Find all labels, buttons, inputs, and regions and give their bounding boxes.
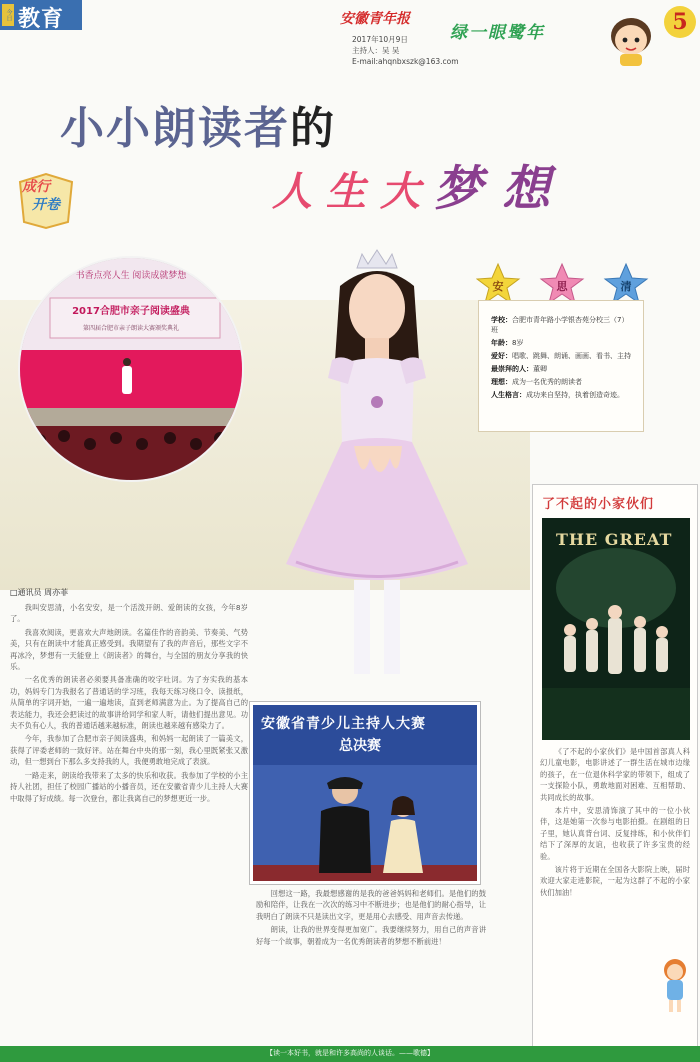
sidebar-paragraph: 该片将于近期在全国各大影院上映，届时欢迎大家走进影院，一起为这群了不起的小家伙们加油！ [540,865,690,897]
newspaper-name: 安徽青年报 [340,11,410,27]
profile-idol: 最崇拜的人：董卿 [491,365,547,373]
movie-poster-title: THE GREAT [556,530,673,549]
sidebar-paragraph: 本片中，安思清饰演了其中的一位小伙伴，这是她第一次参与电影拍摄。在剧组的日子里，她认真背台词、反复排练，和小伙伴们结下了深厚的友谊，也收获了许多宝贵的经验。 [540,806,690,861]
headline-main-text: 小小朗读者 [60,103,290,154]
event-banner-line3: 第四届合肥市亲子朗读大赛颁奖典礼 [82,325,180,332]
movie-poster-scene [542,518,690,740]
name-star-3: 清 [620,280,632,293]
cartoon-girl-icon [658,956,692,1014]
headline-sub-emphasis: 梦想 [434,161,571,217]
section-logo-title: 教育 [18,6,65,32]
article-column-right [256,888,486,949]
section-logo-tag: 今日 [2,4,14,26]
movie-poster [542,518,690,740]
girl-photo [262,246,492,686]
headline-main-suffix: 的 [290,103,336,154]
headline-sub [272,150,570,219]
sidebar-title: 了不起的小家伙们 [542,497,655,512]
profile-dream: 理想：成为一名优秀的朗读者 [491,378,582,386]
editor-name: 主持人：吴 吴 [352,46,400,55]
event-banner-line1: 书香点亮人生 阅读成就梦想 [75,271,187,281]
article-paragraph: 今年，我参加了合肥市亲子阅读盛典，和妈妈一起朗读了一篇美文，获得了评委老师的一致好评。站在舞台中央的那一刻，我心里既紧张又激动，但一想到台下那么多支持我的人，我便勇敢地完成了表演。 [10,734,248,767]
article-paragraph: 一名优秀的朗读者必须要具备准确的咬字吐词。为了夯实我的基本功，妈妈专门为我报名了普通话的学习班，我每天练习绕口令、读报纸，从简单的字词开始，一遍一遍地读，直到老师满意为止。为了提高自己的表达能力，我还会把读过的故事讲给同学和家人听，请他们提出意见。功夫不负有心人，我的普通话越来越标准，朗读也越来越有感染力了。 [10,675,248,731]
issue-date: 2017年10月9日 [352,35,408,44]
page-number: 5 [664,6,696,38]
profile-card [478,300,644,432]
sidebar-paragraph: 《了不起的小家伙们》是中国首部真人科幻儿童电影，电影讲述了一群生活在城市边缘的孩子，在一位退休科学家的带领下，组成了一支探险小队，勇敢地面对困难、互相帮助、共同成长的故事。 [540,747,690,802]
event-photo-scene [20,258,242,480]
headline-main [60,92,336,156]
name-star-1: 安 [492,280,504,293]
column-name: 绿一眼鹭年 [450,23,545,43]
contest-photo [250,702,480,884]
profile-age: 年龄：8岁 [491,339,524,347]
cartoon-kid-icon [602,10,660,68]
contest-banner-title: 安徽省青少儿主持人大赛 [261,716,426,732]
footer-quote: 【读一本好书，就是和许多高尚的人谈话。——歌德】 [266,1049,434,1057]
profile-motto: 人生格言：成功来自坚持，执着创造奇迹。 [491,391,624,399]
sidebar-text [540,746,690,900]
event-banner-line2: 2017合肥市亲子阅读盛典 [72,306,190,317]
name-star-2: 思 [556,280,568,293]
badge-line2: 开卷 [32,197,60,213]
profile-hobbies: 爱好：唱歌、跳舞、朗诵、画画、看书、主持 [491,352,631,360]
event-photo [20,258,242,480]
badge-line1: 成行 [22,179,50,195]
article-byline: □通讯员 周亦菲 [10,588,69,597]
article-paragraph: 我叫安思清，小名安安，是一个活泼开朗、爱朗读的女孩，今年8岁了。 [10,603,248,624]
profile-school: 学校：合肥市青年路小学银杏苑分校三（7）班 [491,316,629,334]
contact-email: E-mail:ahqnbxszk@163.com [352,57,459,66]
headline-sub-text: 人生大 [272,168,434,215]
section-logo [0,0,82,30]
article-paragraph: 朗读，让我的世界变得更加宽广。我要继续努力，用自己的声音讲好每一个故事，朝着成为一名优秀朗读者的梦想不断前进！ [256,925,486,946]
article-column-left [10,602,248,806]
article-paragraph: 回想这一路，我最想感谢的是我的爸爸妈妈和老师们。是他们的鼓励和陪伴，让我在一次次的练习中不断进步；也是他们的耐心指导，让我明白了朗读不只是读出文字，更是用心去感受、用声音去传递。 [256,889,486,921]
article-paragraph: 一路走来，朗读给我带来了太多的快乐和收获。我参加了学校的小主持人社团，担任了校园广播站的小播音员，还在安徽省青少儿主持人大赛中取得了好成绩。每一次登台，都让我离自己的梦想更近一步。 [10,770,248,803]
contest-banner-subtitle: 总决赛 [339,738,381,754]
article-paragraph: 我喜欢阅读，更喜欢大声地朗读。名篇佳作的音韵美、节奏美、气势美，只有在朗读中才能真正感受到。我期望有了我的声音后，那些文字不再冰冷，梦想有一天能登上《朗读者》的舞台，与全国的朋友分享我的快乐。 [10,627,248,672]
badge-text [22,178,60,214]
header-meta [352,34,459,67]
